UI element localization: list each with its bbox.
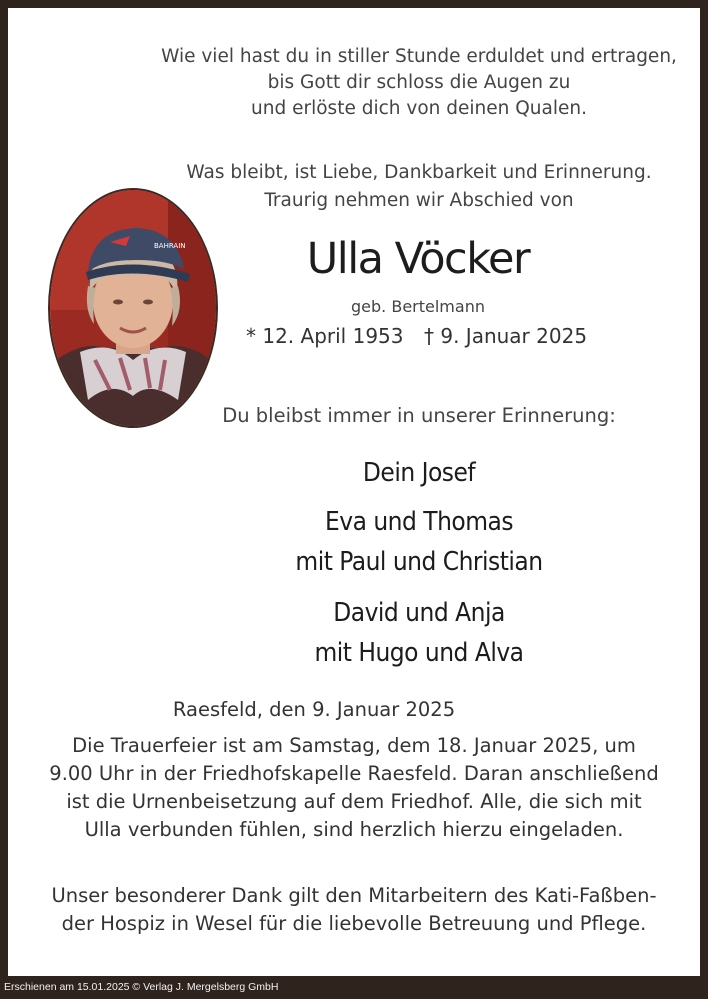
deceased-name: Ulla Vöcker xyxy=(306,234,530,284)
death-date: † 9. Januar 2025 xyxy=(424,324,588,348)
ceremony-line-2: 9.00 Uhr in der Friedhofskapelle Raesfeld. Daran anschließend xyxy=(49,762,659,785)
portrait-illustration xyxy=(50,190,216,426)
ceremony-line-4: Ulla verbunden fühlen, sind herzlich hierzu eingeladen. xyxy=(84,818,624,841)
intro-line-2: Traurig nehmen wir Abschied von xyxy=(264,190,574,211)
publication-footer: Erschienen am 15.01.2025 © Verlag J. Mergelsberg GmbH xyxy=(4,981,279,993)
cap-logo-text: BAHRAIN xyxy=(154,242,186,250)
ceremony-line-3: ist die Urnenbeisetzung auf dem Friedhof. Alle, die sich mit xyxy=(66,790,642,813)
obituary-card xyxy=(8,8,700,976)
family-paul-christian: mit Paul und Christian xyxy=(295,547,543,577)
birth-name: geb. Bertelmann xyxy=(351,297,485,316)
ceremony-line-1: Die Trauerfeier ist am Samstag, dem 18. Januar 2025, um xyxy=(72,734,636,757)
intro-line-1: Was bleibt, ist Liebe, Dankbarkeit und Erinnerung. xyxy=(186,162,652,183)
poem-line-2: bis Gott dir schloss die Augen zu xyxy=(267,72,571,93)
birth-date: * 12. April 1953 xyxy=(246,324,404,348)
thanks-line-1: Unser besonderer Dank gilt den Mitarbeitern des Kati-Faßben- xyxy=(51,884,657,907)
family-eva-thomas: Eva und Thomas xyxy=(324,507,514,537)
family-hugo-alva: mit Hugo und Alva xyxy=(314,638,524,668)
place-date: Raesfeld, den 9. Januar 2025 xyxy=(172,698,456,721)
poem-line-3: und erlöste dich von deinen Qualen. xyxy=(251,98,587,119)
thanks-line-2: der Hospiz in Wesel für die liebevolle Betreuung und Pflege. xyxy=(61,912,647,935)
poem-line-1: Wie viel hast du in stiller Stunde erduldet und ertragen, xyxy=(161,46,677,67)
portrait-photo xyxy=(48,188,218,428)
family-josef: Dein Josef xyxy=(362,458,476,488)
family-david-anja: David und Anja xyxy=(333,598,505,628)
remembrance-line: Du bleibst immer in unserer Erinnerung: xyxy=(222,404,616,427)
